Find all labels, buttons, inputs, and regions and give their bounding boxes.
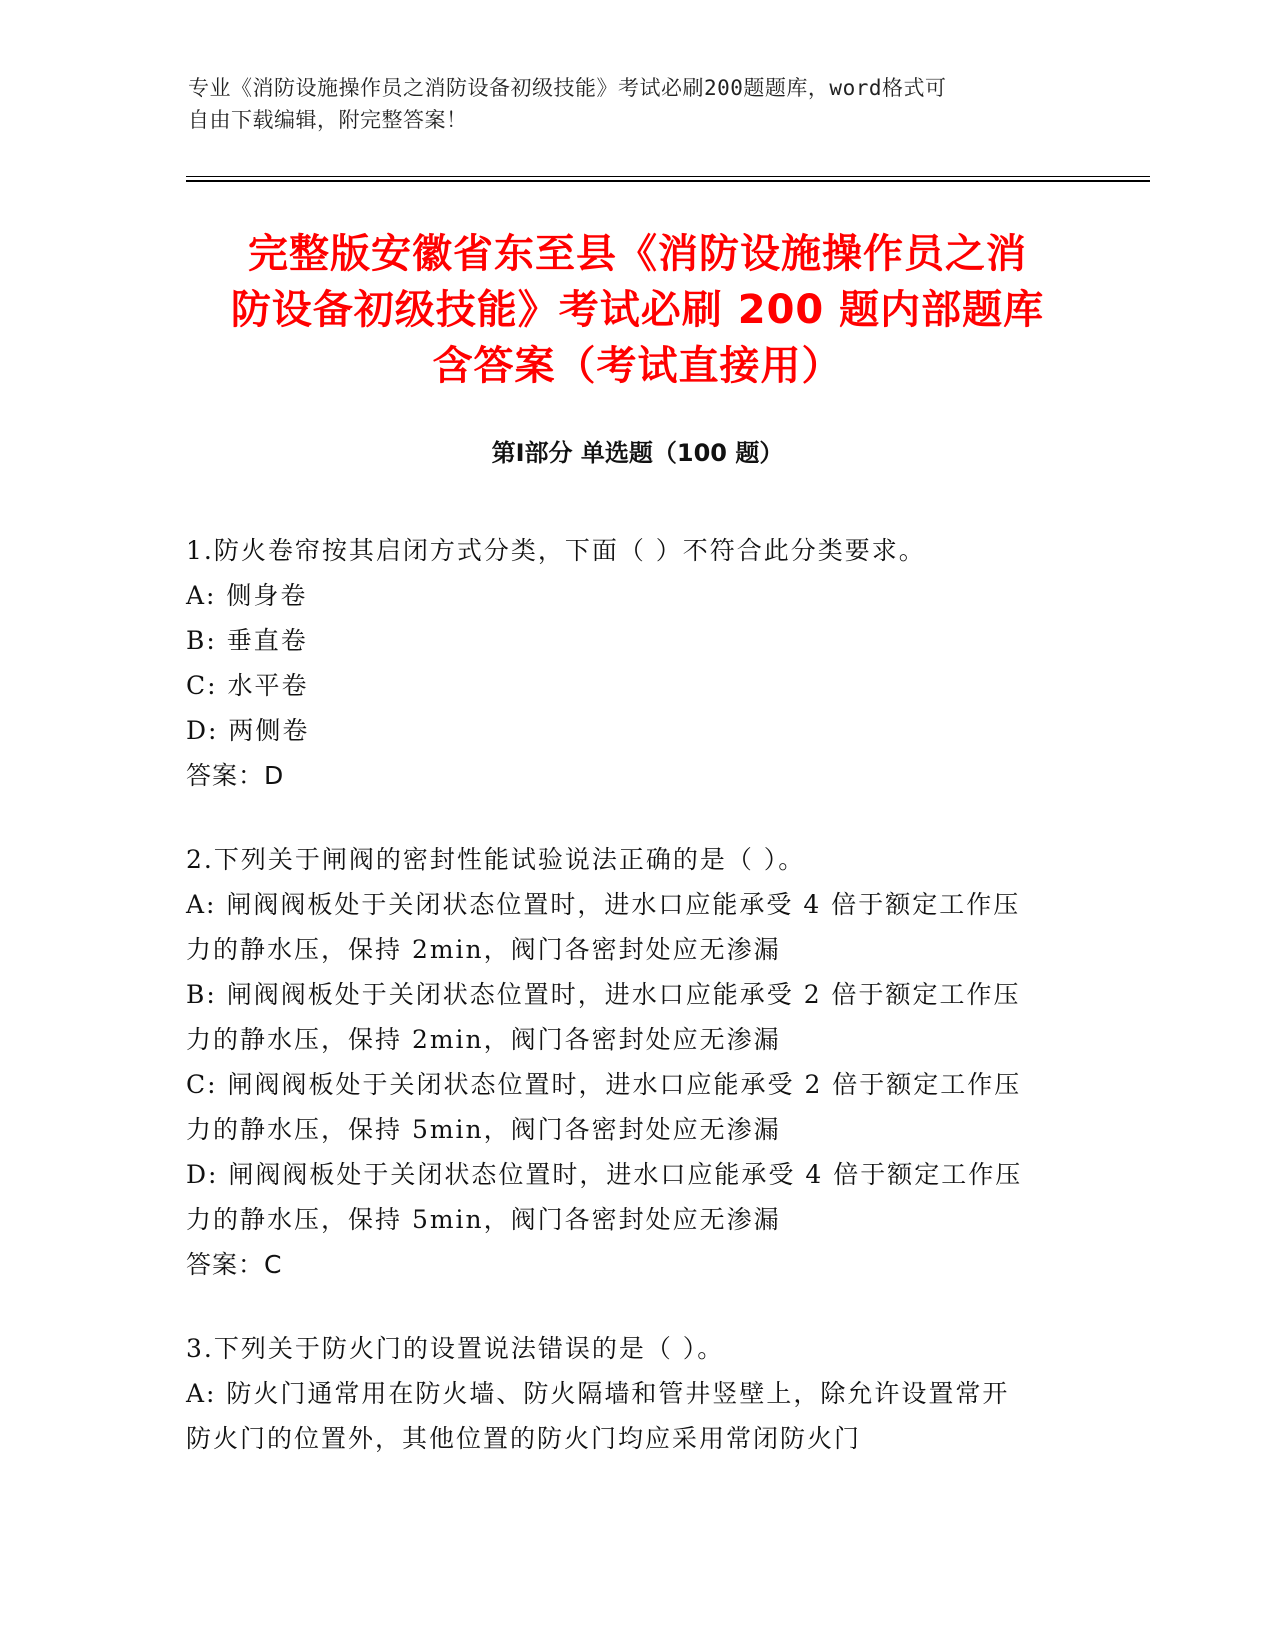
header-divider-thick <box>186 180 1150 182</box>
header-note <box>188 72 1068 136</box>
question-3 <box>186 1326 1066 1461</box>
option-a: A: 侧身卷 <box>186 581 308 610</box>
question-stem: 2.下列关于闸阀的密封性能试验说法正确的是（ ）。 <box>186 845 806 874</box>
answer-label: 答案：C <box>186 1250 283 1279</box>
title-line: 防设备初级技能》考试必刷 200 题内部题库 <box>230 287 1045 333</box>
question-2 <box>186 837 1066 1287</box>
header-note-line: 专业《消防设施操作员之消防设备初级技能》考试必刷200题题库，word格式可 <box>188 76 947 100</box>
option-c: C: 闸阀阀板处于关闭状态位置时，进水口应能承受 2 倍于额定工作压 <box>186 1070 1022 1099</box>
question-list <box>186 528 1066 1500</box>
document-title <box>190 226 1085 394</box>
option-d: D: 闸阀阀板处于关闭状态位置时，进水口应能承受 4 倍于额定工作压 <box>186 1160 1023 1189</box>
header-note-line: 自由下载编辑，附完整答案！ <box>188 108 468 132</box>
section-heading: 第Ⅰ部分 单选题（100 题） <box>491 439 784 467</box>
option-a: A: 闸阀阀板处于关闭状态位置时，进水口应能承受 4 倍于额定工作压 <box>186 890 1021 919</box>
option-a: A: 防火门通常用在防火墙、防火隔墙和管井竖壁上，除允许设置常开 <box>186 1379 1010 1408</box>
option-a-cont: 防火门的位置外，其他位置的防火门均应采用常闭防火门 <box>186 1424 862 1453</box>
option-c-cont: 力的静水压，保持 5min，阀门各密封处应无渗漏 <box>186 1115 781 1144</box>
title-line: 完整版安徽省东至县《消防设施操作员之消 <box>248 231 1027 277</box>
header-divider-thin <box>186 176 1150 177</box>
title-line: 含答案（考试直接用） <box>432 343 843 389</box>
option-b: B: 闸阀阀板处于关闭状态位置时，进水口应能承受 2 倍于额定工作压 <box>186 980 1021 1009</box>
option-d-cont: 力的静水压，保持 5min，阀门各密封处应无渗漏 <box>186 1205 781 1234</box>
option-a-cont: 力的静水压，保持 2min，阀门各密封处应无渗漏 <box>186 935 781 964</box>
option-b-cont: 力的静水压，保持 2min，阀门各密封处应无渗漏 <box>186 1025 781 1054</box>
option-c: C: 水平卷 <box>186 671 309 700</box>
question-stem: 3.下列关于防火门的设置说法错误的是（ ）。 <box>186 1334 725 1363</box>
option-b: B: 垂直卷 <box>186 626 308 655</box>
option-d: D: 两侧卷 <box>186 716 310 745</box>
answer-label: 答案：D <box>186 761 285 790</box>
question-1 <box>186 528 1066 798</box>
question-stem: 1.防火卷帘按其启闭方式分类，下面（ ）不符合此分类要求。 <box>186 536 926 565</box>
